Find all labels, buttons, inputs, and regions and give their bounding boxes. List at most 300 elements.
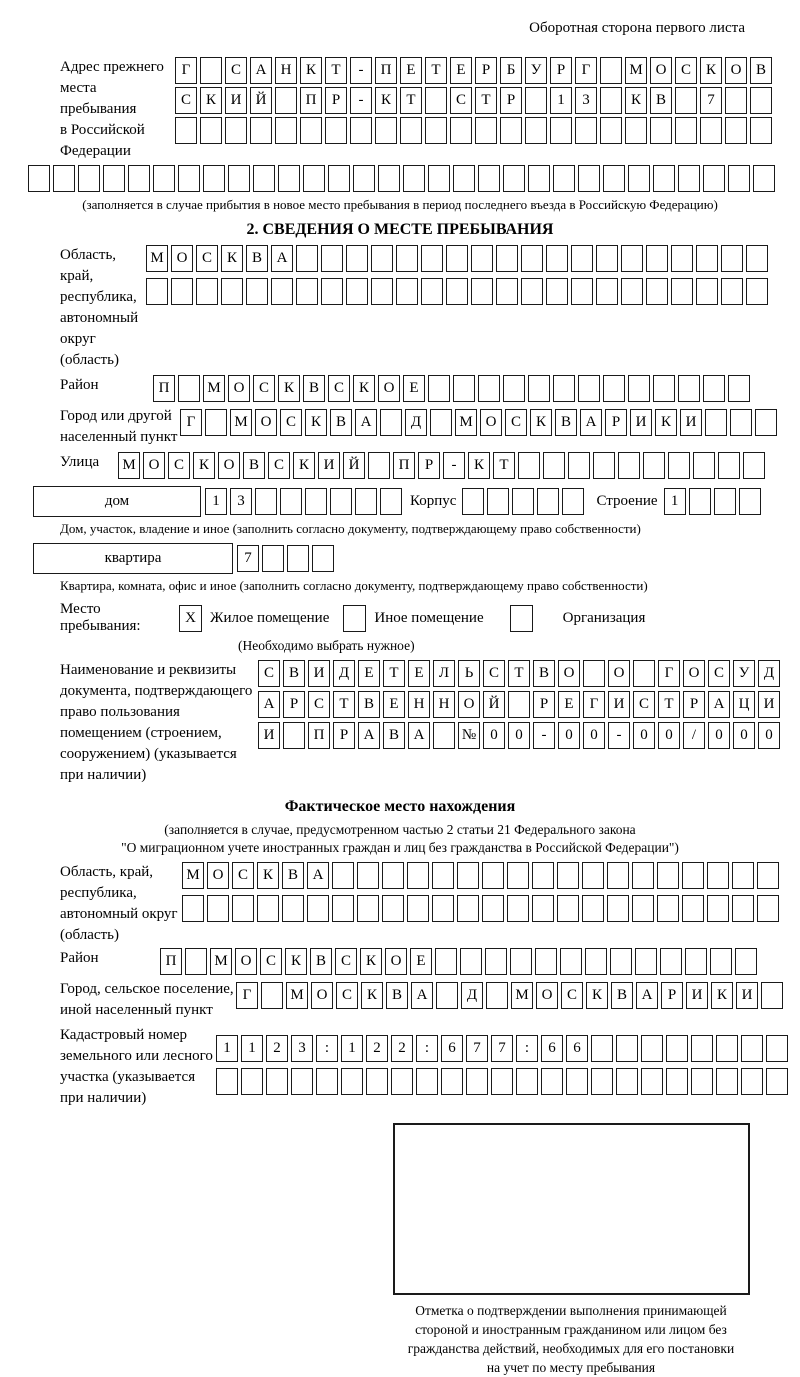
char-cell[interactable]: Е xyxy=(450,57,472,84)
char-cell[interactable]: 1 xyxy=(341,1035,363,1062)
char-cell[interactable]: Г xyxy=(175,57,197,84)
char-cell[interactable] xyxy=(746,278,768,305)
char-cell[interactable]: В xyxy=(650,87,672,114)
fact-oblast-row-1[interactable] xyxy=(182,862,779,889)
char-cell[interactable] xyxy=(607,895,629,922)
char-cell[interactable] xyxy=(512,488,534,515)
char-cell[interactable]: С xyxy=(561,982,583,1009)
char-cell[interactable]: К xyxy=(586,982,608,1009)
char-cell[interactable]: - xyxy=(350,57,372,84)
char-cell[interactable]: И xyxy=(686,982,708,1009)
char-cell[interactable] xyxy=(730,409,752,436)
raion-row[interactable] xyxy=(153,375,750,402)
char-cell[interactable]: Т xyxy=(425,57,447,84)
char-cell[interactable] xyxy=(610,948,632,975)
char-cell[interactable]: А xyxy=(358,722,380,749)
char-cell[interactable] xyxy=(528,375,550,402)
char-cell[interactable] xyxy=(600,57,622,84)
char-cell[interactable]: К xyxy=(353,375,375,402)
char-cell[interactable] xyxy=(525,87,547,114)
char-cell[interactable] xyxy=(407,862,429,889)
char-cell[interactable]: В xyxy=(310,948,332,975)
char-cell[interactable] xyxy=(537,488,559,515)
char-cell[interactable] xyxy=(666,1035,688,1062)
char-cell[interactable] xyxy=(255,488,277,515)
char-cell[interactable] xyxy=(603,375,625,402)
char-cell[interactable]: Ь xyxy=(458,660,480,687)
char-cell[interactable] xyxy=(766,1068,788,1095)
char-cell[interactable] xyxy=(616,1068,638,1095)
char-cell[interactable] xyxy=(693,452,715,479)
char-cell[interactable]: А xyxy=(271,245,293,272)
char-cell[interactable] xyxy=(507,862,529,889)
char-cell[interactable] xyxy=(735,948,757,975)
char-cell[interactable] xyxy=(330,488,352,515)
char-cell[interactable]: - xyxy=(443,452,465,479)
char-cell[interactable] xyxy=(291,1068,313,1095)
char-cell[interactable]: 0 xyxy=(483,722,505,749)
char-cell[interactable] xyxy=(562,488,584,515)
char-cell[interactable] xyxy=(591,1035,613,1062)
char-cell[interactable]: Е xyxy=(358,660,380,687)
document-row-2[interactable] xyxy=(258,691,780,718)
char-cell[interactable]: П xyxy=(160,948,182,975)
char-cell[interactable] xyxy=(678,165,700,192)
char-cell[interactable] xyxy=(453,375,475,402)
char-cell[interactable] xyxy=(671,278,693,305)
char-cell[interactable]: А xyxy=(250,57,272,84)
char-cell[interactable] xyxy=(300,117,322,144)
char-cell[interactable] xyxy=(653,165,675,192)
char-cell[interactable]: О xyxy=(143,452,165,479)
char-cell[interactable] xyxy=(653,375,675,402)
char-cell[interactable] xyxy=(691,1068,713,1095)
char-cell[interactable] xyxy=(585,948,607,975)
char-cell[interactable]: 0 xyxy=(633,722,655,749)
char-cell[interactable] xyxy=(153,165,175,192)
char-cell[interactable] xyxy=(382,895,404,922)
char-cell[interactable] xyxy=(666,1068,688,1095)
char-cell[interactable]: О xyxy=(235,948,257,975)
zhiloe-checkbox[interactable]: X xyxy=(179,605,202,632)
char-cell[interactable]: Й xyxy=(483,691,505,718)
char-cell[interactable] xyxy=(553,165,575,192)
char-cell[interactable] xyxy=(416,1068,438,1095)
char-cell[interactable]: 0 xyxy=(583,722,605,749)
char-cell[interactable] xyxy=(621,245,643,272)
char-cell[interactable]: Т xyxy=(383,660,405,687)
char-cell[interactable] xyxy=(171,278,193,305)
char-cell[interactable] xyxy=(450,117,472,144)
char-cell[interactable] xyxy=(560,948,582,975)
char-cell[interactable] xyxy=(705,409,727,436)
char-cell[interactable] xyxy=(675,117,697,144)
char-cell[interactable]: Р xyxy=(683,691,705,718)
char-cell[interactable] xyxy=(396,245,418,272)
char-cell[interactable] xyxy=(53,165,75,192)
char-cell[interactable] xyxy=(332,895,354,922)
char-cell[interactable]: Р xyxy=(533,691,555,718)
char-cell[interactable] xyxy=(262,545,284,572)
char-cell[interactable] xyxy=(766,1035,788,1062)
char-cell[interactable]: Р xyxy=(605,409,627,436)
char-cell[interactable] xyxy=(741,1035,763,1062)
char-cell[interactable] xyxy=(205,409,227,436)
char-cell[interactable]: С xyxy=(675,57,697,84)
char-cell[interactable] xyxy=(660,948,682,975)
char-cell[interactable] xyxy=(685,948,707,975)
char-cell[interactable] xyxy=(307,895,329,922)
char-cell[interactable] xyxy=(496,278,518,305)
char-cell[interactable]: Т xyxy=(333,691,355,718)
char-cell[interactable] xyxy=(312,545,334,572)
char-cell[interactable]: : xyxy=(516,1035,538,1062)
char-cell[interactable]: 7 xyxy=(491,1035,513,1062)
char-cell[interactable]: К xyxy=(361,982,383,1009)
char-cell[interactable]: 0 xyxy=(758,722,780,749)
char-cell[interactable]: С xyxy=(708,660,730,687)
char-cell[interactable] xyxy=(178,165,200,192)
document-row-3[interactable] xyxy=(258,722,780,749)
char-cell[interactable]: И xyxy=(680,409,702,436)
dom-cells[interactable] xyxy=(205,488,402,515)
char-cell[interactable] xyxy=(303,165,325,192)
char-cell[interactable]: П xyxy=(375,57,397,84)
char-cell[interactable] xyxy=(646,278,668,305)
char-cell[interactable] xyxy=(287,545,309,572)
char-cell[interactable] xyxy=(371,278,393,305)
char-cell[interactable] xyxy=(457,862,479,889)
char-cell[interactable] xyxy=(541,1068,563,1095)
char-cell[interactable] xyxy=(475,117,497,144)
oblast-row-1[interactable] xyxy=(146,245,768,272)
char-cell[interactable]: Р xyxy=(283,691,305,718)
char-cell[interactable]: О xyxy=(228,375,250,402)
char-cell[interactable] xyxy=(710,948,732,975)
char-cell[interactable]: И xyxy=(608,691,630,718)
char-cell[interactable] xyxy=(282,895,304,922)
char-cell[interactable] xyxy=(528,165,550,192)
char-cell[interactable] xyxy=(453,165,475,192)
char-cell[interactable] xyxy=(203,165,225,192)
char-cell[interactable] xyxy=(728,165,750,192)
char-cell[interactable] xyxy=(503,375,525,402)
char-cell[interactable]: М xyxy=(146,245,168,272)
char-cell[interactable]: С xyxy=(328,375,350,402)
char-cell[interactable]: М xyxy=(230,409,252,436)
char-cell[interactable] xyxy=(682,862,704,889)
char-cell[interactable] xyxy=(750,117,772,144)
char-cell[interactable] xyxy=(321,245,343,272)
char-cell[interactable] xyxy=(266,1068,288,1095)
char-cell[interactable] xyxy=(228,165,250,192)
char-cell[interactable] xyxy=(682,895,704,922)
char-cell[interactable] xyxy=(691,1035,713,1062)
gorod-row[interactable] xyxy=(180,409,777,436)
char-cell[interactable]: Г xyxy=(583,691,605,718)
char-cell[interactable]: И xyxy=(308,660,330,687)
char-cell[interactable]: О xyxy=(385,948,407,975)
char-cell[interactable] xyxy=(175,117,197,144)
char-cell[interactable]: Е xyxy=(403,375,425,402)
char-cell[interactable] xyxy=(707,895,729,922)
char-cell[interactable]: А xyxy=(307,862,329,889)
char-cell[interactable]: С xyxy=(253,375,275,402)
char-cell[interactable]: 3 xyxy=(291,1035,313,1062)
char-cell[interactable] xyxy=(250,117,272,144)
char-cell[interactable]: И xyxy=(258,722,280,749)
char-cell[interactable] xyxy=(521,278,543,305)
char-cell[interactable] xyxy=(557,862,579,889)
char-cell[interactable] xyxy=(196,278,218,305)
kadastr-row-2[interactable] xyxy=(216,1068,788,1095)
char-cell[interactable] xyxy=(328,165,350,192)
char-cell[interactable]: К xyxy=(221,245,243,272)
char-cell[interactable]: Ц xyxy=(733,691,755,718)
char-cell[interactable]: Г xyxy=(575,57,597,84)
char-cell[interactable] xyxy=(460,948,482,975)
char-cell[interactable] xyxy=(225,117,247,144)
char-cell[interactable]: 0 xyxy=(558,722,580,749)
char-cell[interactable]: К xyxy=(257,862,279,889)
char-cell[interactable]: 7 xyxy=(237,545,259,572)
char-cell[interactable] xyxy=(428,375,450,402)
char-cell[interactable] xyxy=(478,375,500,402)
char-cell[interactable]: П xyxy=(153,375,175,402)
char-cell[interactable] xyxy=(435,948,457,975)
char-cell[interactable]: С xyxy=(308,691,330,718)
char-cell[interactable] xyxy=(657,895,679,922)
char-cell[interactable]: Р xyxy=(475,57,497,84)
char-cell[interactable] xyxy=(582,895,604,922)
char-cell[interactable]: 7 xyxy=(466,1035,488,1062)
char-cell[interactable]: А xyxy=(636,982,658,1009)
char-cell[interactable]: А xyxy=(408,722,430,749)
char-cell[interactable] xyxy=(643,452,665,479)
char-cell[interactable]: С xyxy=(196,245,218,272)
char-cell[interactable] xyxy=(178,375,200,402)
char-cell[interactable] xyxy=(371,245,393,272)
char-cell[interactable]: 2 xyxy=(266,1035,288,1062)
char-cell[interactable]: - xyxy=(350,87,372,114)
char-cell[interactable]: Т xyxy=(508,660,530,687)
char-cell[interactable]: Т xyxy=(658,691,680,718)
char-cell[interactable]: Г xyxy=(658,660,680,687)
char-cell[interactable]: К xyxy=(285,948,307,975)
char-cell[interactable] xyxy=(543,452,565,479)
char-cell[interactable]: / xyxy=(683,722,705,749)
char-cell[interactable]: Т xyxy=(493,452,515,479)
char-cell[interactable]: С xyxy=(335,948,357,975)
char-cell[interactable] xyxy=(396,278,418,305)
char-cell[interactable]: В xyxy=(386,982,408,1009)
char-cell[interactable] xyxy=(471,278,493,305)
char-cell[interactable]: № xyxy=(458,722,480,749)
char-cell[interactable]: О xyxy=(218,452,240,479)
char-cell[interactable]: Л xyxy=(433,660,455,687)
char-cell[interactable] xyxy=(375,117,397,144)
char-cell[interactable] xyxy=(275,87,297,114)
kvartira-cells[interactable] xyxy=(237,545,334,572)
char-cell[interactable]: Н xyxy=(433,691,455,718)
char-cell[interactable] xyxy=(221,278,243,305)
char-cell[interactable] xyxy=(380,409,402,436)
char-cell[interactable]: 3 xyxy=(230,488,252,515)
char-cell[interactable] xyxy=(550,117,572,144)
char-cell[interactable] xyxy=(525,117,547,144)
char-cell[interactable] xyxy=(678,375,700,402)
char-cell[interactable] xyxy=(103,165,125,192)
char-cell[interactable]: К xyxy=(360,948,382,975)
char-cell[interactable]: С xyxy=(268,452,290,479)
char-cell[interactable] xyxy=(432,862,454,889)
char-cell[interactable]: В xyxy=(243,452,265,479)
char-cell[interactable] xyxy=(216,1068,238,1095)
char-cell[interactable] xyxy=(535,948,557,975)
char-cell[interactable]: У xyxy=(733,660,755,687)
char-cell[interactable]: К xyxy=(193,452,215,479)
char-cell[interactable] xyxy=(241,1068,263,1095)
char-cell[interactable]: Д xyxy=(333,660,355,687)
char-cell[interactable] xyxy=(357,895,379,922)
char-cell[interactable]: О xyxy=(378,375,400,402)
char-cell[interactable] xyxy=(441,1068,463,1095)
char-cell[interactable]: С xyxy=(450,87,472,114)
char-cell[interactable]: 7 xyxy=(700,87,722,114)
char-cell[interactable] xyxy=(571,245,593,272)
char-cell[interactable] xyxy=(257,895,279,922)
char-cell[interactable] xyxy=(341,1068,363,1095)
char-cell[interactable]: С xyxy=(232,862,254,889)
char-cell[interactable]: 3 xyxy=(575,87,597,114)
char-cell[interactable] xyxy=(487,488,509,515)
char-cell[interactable] xyxy=(510,948,532,975)
char-cell[interactable]: Г xyxy=(236,982,258,1009)
char-cell[interactable]: Д xyxy=(461,982,483,1009)
char-cell[interactable] xyxy=(275,117,297,144)
org-checkbox[interactable] xyxy=(510,605,533,632)
oblast-row-2[interactable] xyxy=(146,278,768,305)
char-cell[interactable]: К xyxy=(293,452,315,479)
char-cell[interactable] xyxy=(575,117,597,144)
char-cell[interactable]: 0 xyxy=(508,722,530,749)
char-cell[interactable] xyxy=(728,375,750,402)
char-cell[interactable] xyxy=(516,1068,538,1095)
char-cell[interactable] xyxy=(566,1068,588,1095)
char-cell[interactable] xyxy=(28,165,50,192)
char-cell[interactable]: Р xyxy=(500,87,522,114)
char-cell[interactable] xyxy=(757,862,779,889)
char-cell[interactable] xyxy=(78,165,100,192)
char-cell[interactable]: М xyxy=(210,948,232,975)
char-cell[interactable] xyxy=(182,895,204,922)
char-cell[interactable]: К xyxy=(278,375,300,402)
char-cell[interactable]: А xyxy=(580,409,602,436)
char-cell[interactable] xyxy=(650,117,672,144)
fact-raion-row[interactable] xyxy=(160,948,757,975)
char-cell[interactable]: Д xyxy=(405,409,427,436)
char-cell[interactable] xyxy=(457,895,479,922)
char-cell[interactable]: О xyxy=(725,57,747,84)
char-cell[interactable]: М xyxy=(118,452,140,479)
char-cell[interactable]: П xyxy=(300,87,322,114)
previous-address-row-1[interactable] xyxy=(175,57,772,84)
char-cell[interactable] xyxy=(621,278,643,305)
char-cell[interactable] xyxy=(578,165,600,192)
char-cell[interactable] xyxy=(332,862,354,889)
char-cell[interactable]: О xyxy=(536,982,558,1009)
char-cell[interactable] xyxy=(407,895,429,922)
char-cell[interactable] xyxy=(616,1035,638,1062)
char-cell[interactable] xyxy=(296,278,318,305)
char-cell[interactable]: К xyxy=(300,57,322,84)
char-cell[interactable] xyxy=(732,862,754,889)
korpus-cells[interactable] xyxy=(462,488,584,515)
char-cell[interactable]: П xyxy=(393,452,415,479)
char-cell[interactable]: К xyxy=(655,409,677,436)
char-cell[interactable]: 1 xyxy=(205,488,227,515)
char-cell[interactable] xyxy=(421,278,443,305)
char-cell[interactable] xyxy=(721,278,743,305)
char-cell[interactable] xyxy=(596,245,618,272)
char-cell[interactable] xyxy=(432,895,454,922)
char-cell[interactable]: - xyxy=(533,722,555,749)
char-cell[interactable] xyxy=(750,87,772,114)
char-cell[interactable]: С xyxy=(175,87,197,114)
char-cell[interactable]: С xyxy=(258,660,280,687)
char-cell[interactable]: Р xyxy=(661,982,683,1009)
char-cell[interactable] xyxy=(507,895,529,922)
char-cell[interactable]: О xyxy=(683,660,705,687)
char-cell[interactable] xyxy=(478,165,500,192)
char-cell[interactable]: О xyxy=(480,409,502,436)
char-cell[interactable]: П xyxy=(308,722,330,749)
char-cell[interactable] xyxy=(696,245,718,272)
char-cell[interactable] xyxy=(546,278,568,305)
char-cell[interactable]: Р xyxy=(333,722,355,749)
char-cell[interactable]: И xyxy=(758,691,780,718)
char-cell[interactable]: Т xyxy=(475,87,497,114)
char-cell[interactable] xyxy=(357,862,379,889)
char-cell[interactable] xyxy=(568,452,590,479)
char-cell[interactable]: 2 xyxy=(366,1035,388,1062)
document-row-1[interactable] xyxy=(258,660,780,687)
char-cell[interactable]: К xyxy=(625,87,647,114)
char-cell[interactable] xyxy=(633,660,655,687)
char-cell[interactable]: С xyxy=(336,982,358,1009)
char-cell[interactable] xyxy=(146,278,168,305)
char-cell[interactable]: 0 xyxy=(733,722,755,749)
char-cell[interactable]: К xyxy=(305,409,327,436)
char-cell[interactable] xyxy=(557,895,579,922)
char-cell[interactable]: 6 xyxy=(541,1035,563,1062)
char-cell[interactable] xyxy=(446,245,468,272)
fact-oblast-row-2[interactable] xyxy=(182,895,779,922)
char-cell[interactable] xyxy=(646,245,668,272)
char-cell[interactable]: А xyxy=(258,691,280,718)
char-cell[interactable] xyxy=(378,165,400,192)
char-cell[interactable]: И xyxy=(736,982,758,1009)
char-cell[interactable]: Д xyxy=(758,660,780,687)
char-cell[interactable]: С xyxy=(483,660,505,687)
char-cell[interactable] xyxy=(596,278,618,305)
char-cell[interactable] xyxy=(689,488,711,515)
char-cell[interactable] xyxy=(185,948,207,975)
char-cell[interactable]: И xyxy=(318,452,340,479)
char-cell[interactable] xyxy=(496,245,518,272)
char-cell[interactable]: - xyxy=(608,722,630,749)
char-cell[interactable] xyxy=(278,165,300,192)
